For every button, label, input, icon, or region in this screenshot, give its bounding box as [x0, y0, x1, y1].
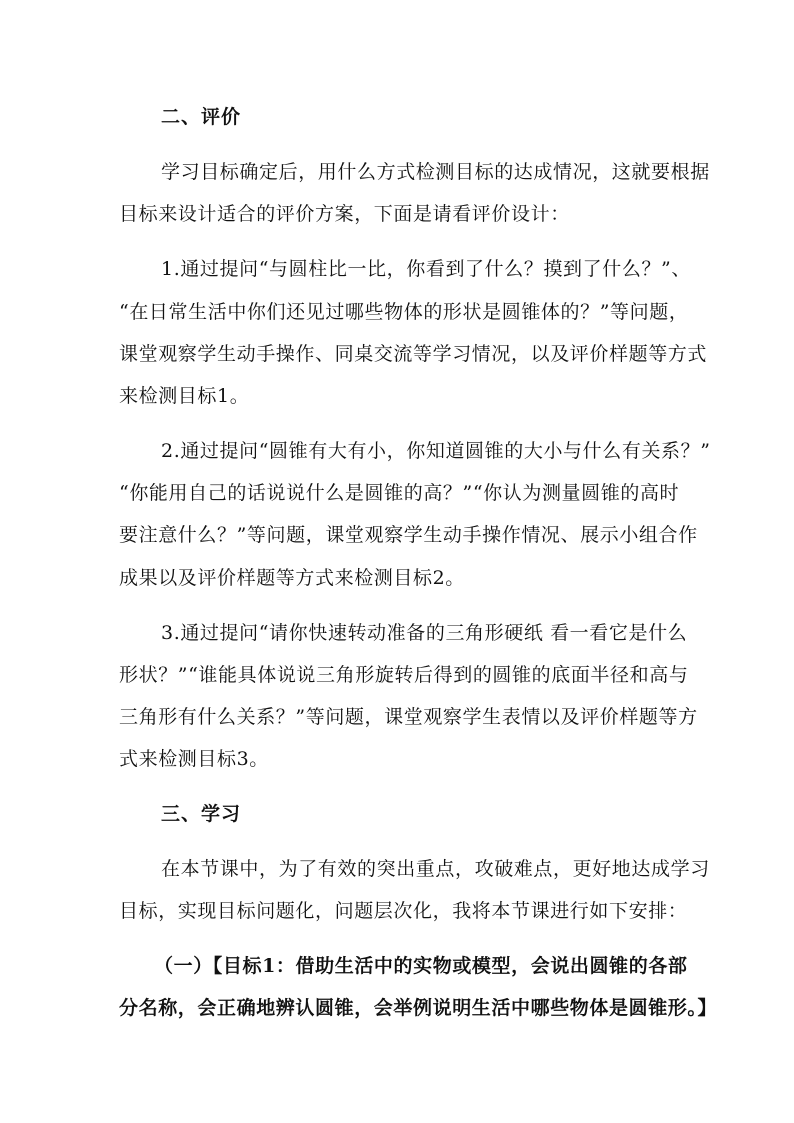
paragraph-line: 学习目标确定后，用什么方式检测目标的达成情况，这就要根据	[161, 161, 710, 183]
goal-heading-line: （一）【目标1：借助生活中的实物或模型，会说出圆锥的各部	[154, 955, 688, 977]
paragraph-line: 课堂观察学生动手操作、同桌交流等学习情况，以及评价样题等方式	[119, 343, 708, 365]
paragraph-line: 式来检测目标3。	[119, 748, 269, 770]
paragraph-line: 目标，实现目标问题化，问题层次化，我将本节课进行如下安排：	[119, 900, 688, 922]
paragraph-line: 在本节课中，为了有效的突出重点，攻破难点，更好地达成学习	[161, 858, 710, 880]
paragraph-line: 目标来设计适合的评价方案，下面是请看评价设计：	[119, 203, 570, 225]
paragraph-line: 3.通过提问“请你快速转动准备的三角形硬纸 看一看它是什么	[161, 622, 688, 644]
paragraph-line: 成果以及评价样题等方式来检测目标2。	[119, 567, 465, 589]
paragraph-line: 来检测目标1。	[119, 385, 250, 407]
paragraph-line: 1.通过提问“与圆柱比一比，你看到了什么？摸到了什么？”、	[161, 258, 691, 280]
paragraph-line: “在日常生活中你们还见过哪些物体的形状是圆锥体的？”等问题，	[119, 301, 689, 323]
paragraph-line: 形状？”“谁能具体说说三角形旋转后得到的圆锥的底面半径和高与	[119, 664, 689, 686]
paragraph-line: “你能用自己的话说说什么是圆锥的高？”“你认为测量圆锥的高时	[119, 482, 680, 504]
section-heading-learning: 三、学习	[161, 803, 242, 825]
goal-heading-line: 分名称，会正确地辨认圆锥，会举例说明生活中哪些物体是圆锥形。】	[119, 997, 718, 1019]
paragraph-line: 要注意什么？”等问题，课堂观察学生动手操作情况、展示小组合作	[119, 524, 698, 546]
paragraph-line: 2.通过提问“圆锥有大有小，你知道圆锥的大小与什么有关系？”	[161, 440, 711, 462]
paragraph-line: 三角形有什么关系？”等问题，课堂观察学生表情以及评价样题等方	[119, 706, 698, 728]
section-heading-evaluation: 二、评价	[161, 106, 242, 128]
